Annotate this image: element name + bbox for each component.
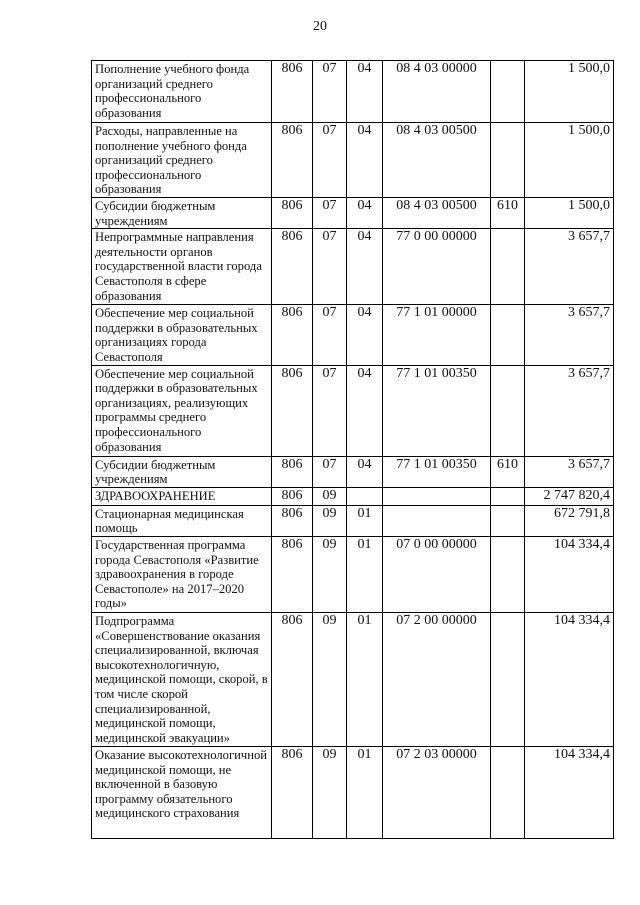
table-row [92, 746, 614, 838]
row-rz: 09 [313, 487, 347, 505]
row-name: Стационарная медицинская помощь [92, 505, 272, 536]
row-csr: 07 2 00 00000 [383, 612, 491, 746]
row-csr: 77 1 01 00350 [383, 456, 491, 487]
row-name: Пополнение учебного фонда организаций среднего профессионального образования [92, 61, 272, 123]
row-rz: 09 [313, 746, 347, 838]
row-pr: 01 [347, 536, 383, 612]
row-csr: 08 4 03 00000 [383, 61, 491, 123]
row-amount: 1 500,0 [525, 61, 614, 123]
row-name: Обеспечение мер социальной поддержки в образовательных организациях, реализующих программы среднего профессионального образования [92, 365, 272, 456]
row-csr: 77 1 01 00350 [383, 365, 491, 456]
row-rz: 07 [313, 123, 347, 198]
row-vr [491, 229, 525, 305]
row-ved: 806 [272, 229, 313, 305]
row-vr [491, 61, 525, 123]
table-row [92, 365, 614, 456]
row-amount: 1 500,0 [525, 123, 614, 198]
row-amount: 104 334,4 [525, 612, 614, 746]
row-pr: 04 [347, 456, 383, 487]
row-amount: 3 657,7 [525, 305, 614, 365]
budget-table [91, 60, 614, 839]
row-ved: 806 [272, 487, 313, 505]
row-amount: 104 334,4 [525, 536, 614, 612]
row-ved: 806 [272, 61, 313, 123]
row-ved: 806 [272, 123, 313, 198]
row-csr [383, 487, 491, 505]
row-rz: 07 [313, 456, 347, 487]
row-amount: 3 657,7 [525, 365, 614, 456]
row-name: Обеспечение мер социальной поддержки в образовательных организациях города Севастополя [92, 305, 272, 365]
row-vr [491, 487, 525, 505]
row-csr: 08 4 03 00500 [383, 123, 491, 198]
row-rz: 07 [313, 365, 347, 456]
row-vr [491, 746, 525, 838]
row-vr [491, 536, 525, 612]
row-vr [491, 505, 525, 536]
row-ved: 806 [272, 365, 313, 456]
row-vr [491, 365, 525, 456]
row-name: Непрограммные направления деятельности органов государственной власти города Севастополя в сфере образования [92, 229, 272, 305]
row-pr: 01 [347, 746, 383, 838]
row-csr [383, 505, 491, 536]
row-rz: 07 [313, 61, 347, 123]
row-ved: 806 [272, 505, 313, 536]
table-row [92, 487, 614, 505]
row-name: Субсидии бюджетным учреждениям [92, 456, 272, 487]
row-ved: 806 [272, 746, 313, 838]
row-pr: 04 [347, 365, 383, 456]
row-ved: 806 [272, 198, 313, 229]
row-pr: 04 [347, 229, 383, 305]
table-row [92, 456, 614, 487]
table-row [92, 505, 614, 536]
row-pr: 04 [347, 305, 383, 365]
row-vr: 610 [491, 456, 525, 487]
row-rz: 07 [313, 305, 347, 365]
row-amount: 672 791,8 [525, 505, 614, 536]
row-rz: 07 [313, 198, 347, 229]
row-name: Государственная программа города Севастополя «Развитие здравоохранения в городе Севастополе» на 2017–2020 годы» [92, 536, 272, 612]
row-vr [491, 305, 525, 365]
table-row [92, 229, 614, 305]
table-row [92, 536, 614, 612]
page-number: 20 [313, 19, 327, 34]
table-row [92, 612, 614, 746]
row-rz: 09 [313, 536, 347, 612]
row-vr: 610 [491, 198, 525, 229]
row-csr: 08 4 03 00500 [383, 198, 491, 229]
row-vr [491, 123, 525, 198]
row-pr: 01 [347, 505, 383, 536]
row-name: Оказание высокотехнологичной медицинской помощи, не включенной в базовую программу обязательного медицинского страхования [92, 746, 272, 838]
row-amount: 104 334,4 [525, 746, 614, 838]
row-name: Расходы, направленные на пополнение учебного фонда организаций среднего профессионального образования [92, 123, 272, 198]
row-amount: 3 657,7 [525, 456, 614, 487]
row-ved: 806 [272, 305, 313, 365]
row-rz: 09 [313, 612, 347, 746]
row-pr: 01 [347, 612, 383, 746]
table-row [92, 61, 614, 123]
row-csr: 07 2 03 00000 [383, 746, 491, 838]
table-row [92, 305, 614, 365]
row-name: Подпрограмма «Совершенствование оказания специализированной, включая высокотехнологичную, медицинской помощи, скорой, в том числе скорой специализированной, медицинской помощи, медицинской эвакуации» [92, 612, 272, 746]
row-rz: 07 [313, 229, 347, 305]
row-csr: 77 1 01 00000 [383, 305, 491, 365]
row-amount: 2 747 820,4 [525, 487, 614, 505]
row-pr: 04 [347, 123, 383, 198]
row-pr: 04 [347, 61, 383, 123]
row-pr: 04 [347, 198, 383, 229]
row-ved: 806 [272, 612, 313, 746]
row-csr: 07 0 00 00000 [383, 536, 491, 612]
row-rz: 09 [313, 505, 347, 536]
row-pr [347, 487, 383, 505]
row-csr: 77 0 00 00000 [383, 229, 491, 305]
row-ved: 806 [272, 456, 313, 487]
row-name: Субсидии бюджетным учреждениям [92, 198, 272, 229]
row-name: ЗДРАВООХРАНЕНИЕ [92, 487, 272, 505]
table-row [92, 123, 614, 198]
row-amount: 3 657,7 [525, 229, 614, 305]
row-ved: 806 [272, 536, 313, 612]
row-vr [491, 612, 525, 746]
table-row [92, 198, 614, 229]
row-amount: 1 500,0 [525, 198, 614, 229]
